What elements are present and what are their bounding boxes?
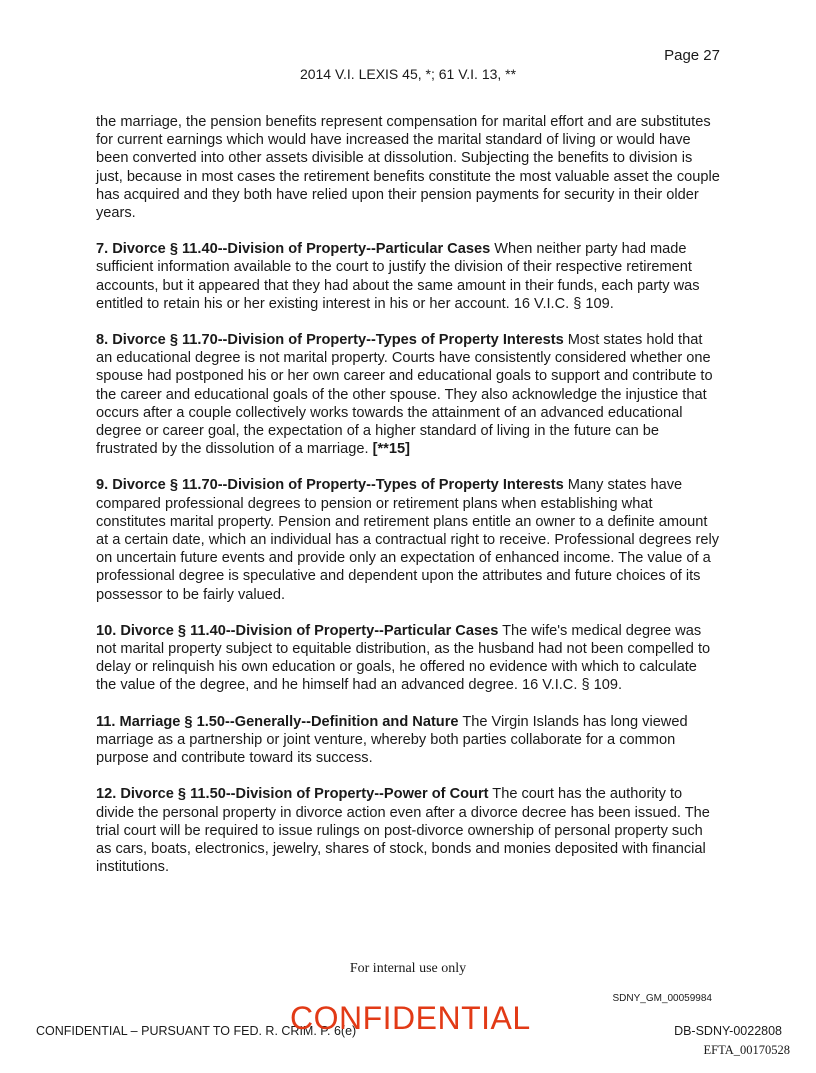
confidential-stamp: CONFIDENTIAL (290, 1000, 531, 1036)
page-number: Page 27 (664, 47, 720, 64)
headnote-heading: 9. Divorce § 11.70--Division of Property--Types of Property Interests (96, 477, 564, 494)
headnote-text: The Virgin Islands has long viewed marriage as a partnership or joint venture, whereby both parties collaborate for a common purpose and contribute toward its success. (96, 713, 688, 767)
headnote-text: The wife's medical degree was not marital property subject to equitable distribution, as the husband had not been compelled to delay or relinquish his own education or goals, he offered no evidence with which to calculate the value of the degree, and he himself had an advanced degree. 16 V.I.C. § 109. (96, 622, 711, 694)
running-header-citation: 2014 V.I. LEXIS 45, *; 61 V.I. 13, ** (299, 66, 517, 82)
headnote-text: Most states hold that an educational degree is not marital property. Courts have consistently considered whether one spouse had postponed his or her own career and educational goals to support and contribute to the career and educational goals of the other spouse. They also acknowledge the injustice that occurs after a couple collectively works towards the attainment of an advanced educational degree or career goal, the expectation of a higher standard of living in the future can be frustrated by the dissolution of a marriage. (96, 332, 713, 458)
internal-use-notice: For internal use only (349, 961, 467, 976)
headnote-text: The court has the authority to divide the personal property in divorce action even after a divorce decree has been issued. The trial court will be required to issue rulings on post-divorce ownership of personal property such as cars, boats, electronics, jewelry, shares of stock, bonds and monies deposited with financial institutions. (96, 786, 710, 876)
headnote-heading: 12. Divorce § 11.50--Division of Property--Power of Court (96, 786, 489, 803)
paragraph-text: the marriage, the pension benefits represent compensation for marital effort and are substitutes for current earnings which would have increased the marital standard of living or would have been converted into other assets divisible at dissolution. Subjecting the benefits to division is just, because in most cases the retirement benefits constitute the most valuable asset the couple has acquired and they both have relied upon their pension payments for security in their older years. (96, 114, 720, 222)
headnote-11 (96, 713, 720, 768)
bates-number-top: SDNY_GM_00059984 (612, 993, 712, 1004)
confidential-notice: CONFIDENTIAL – PURSUANT TO FED. R. CRIM. P. 6(e) (36, 1024, 357, 1038)
headnote-8 (96, 331, 720, 458)
bates-number-right: DB-SDNY-0022808 (674, 1024, 782, 1038)
paragraph-continuation (96, 113, 720, 222)
headnote-heading: 7. Divorce § 11.40--Division of Property--Particular Cases (96, 241, 491, 258)
document-body (96, 113, 720, 894)
headnote-9 (96, 476, 720, 603)
headnote-heading: 11. Marriage § 1.50--Generally--Definition and Nature (96, 713, 459, 730)
headnote-7 (96, 240, 720, 313)
headnote-heading: 8. Divorce § 11.70--Division of Property--Types of Property Interests (96, 332, 564, 349)
headnote-12 (96, 785, 720, 876)
efta-number: EFTA_00170528 (703, 1043, 790, 1057)
headnote-text: When neither party had made sufficient information available to the court to justify the division of their respective retirement accounts, but it appeared that they had about the same amount in their funds, each party was entitled to retain his or her existing interest in his or her account. 16 V.I.C. § 109. (96, 241, 700, 312)
headnote-text: Many states have compared professional degrees to pension or retirement plans when establishing what constitutes marital property. Pension and retirement plans entitle an owner to a definite amount at a certain date, which an individual has a contractual right to receive. Professional degrees rely on uncertain future events and provide only an expectation of enhanced income. The value of a professional degree is speculative and dependent upon the attributes and future choices of its possessor to be fairly valued. (96, 477, 720, 603)
headnote-10 (96, 622, 720, 695)
headnote-heading: 10. Divorce § 11.40--Division of Property--Particular Cases (96, 622, 499, 639)
page-pin-cite: [**15] (372, 441, 410, 458)
